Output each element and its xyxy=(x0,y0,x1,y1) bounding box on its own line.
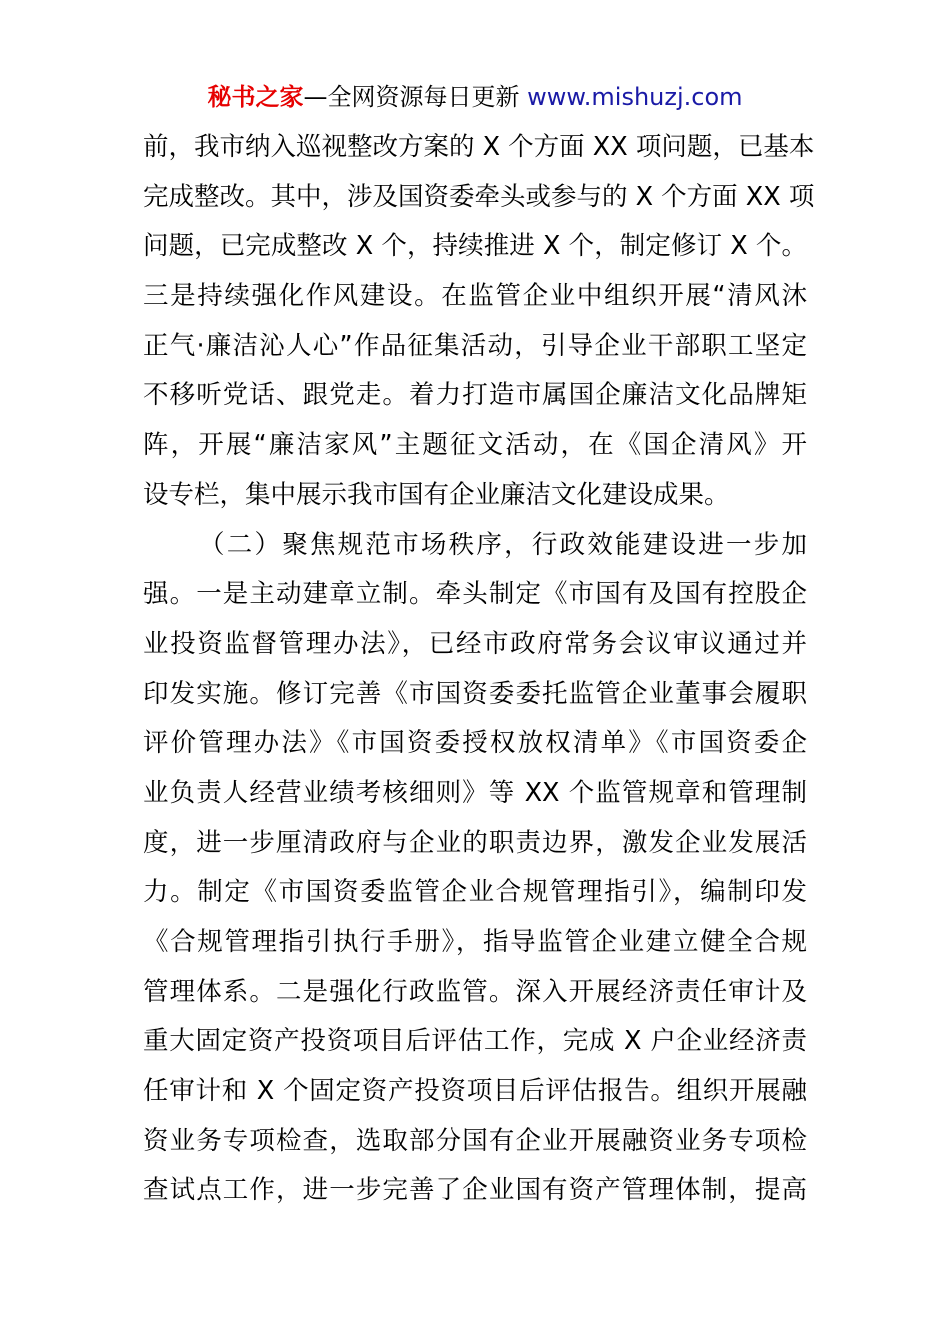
text-line: 正气·廉洁沁人心”作品征集活动，引导企业干部职工坚定 xyxy=(143,330,807,361)
section-heading-line: （二）聚焦规范市场秩序，行政效能建设进一步加 xyxy=(199,529,807,560)
text-line: 重大固定资产投资项目后评估工作，完成 X 户企业经济责 xyxy=(143,1026,807,1057)
text-line: 不移听党话、跟党走。着力打造市属国企廉洁文化品牌矩 xyxy=(143,380,807,411)
text-line: 前，我市纳入巡视整改方案的 X 个方面 XX 项问题，已基本 xyxy=(143,132,815,162)
text-line: 三是持续强化作风建设。在监管企业中组织开展“清风沐 xyxy=(143,281,807,312)
site-header xyxy=(0,80,950,114)
text-line: 查试点工作，进一步完善了企业国有资产管理体制，提高 xyxy=(143,1175,807,1206)
text-line: 力。制定《市国资委监管企业合规管理指引》，编制印发 xyxy=(143,877,807,908)
text-line: 强。一是主动建章立制。牵头制定《市国有及国有控股企 xyxy=(143,579,807,610)
text-line: 印发实施。修订完善《市国资委委托监管企业董事会履职 xyxy=(143,678,807,709)
site-brand: 秘书之家 xyxy=(207,83,304,111)
text-line: 度，进一步厘清政府与企业的职责边界，激发企业发展活 xyxy=(143,827,807,858)
text-line: 业投资监督管理办法》，已经市政府常务会议审议通过并 xyxy=(143,628,807,659)
text-line: 《合规管理指引执行手册》，指导监管企业建立健全合规 xyxy=(143,927,807,957)
site-url-link[interactable]: www.mishuzj.com xyxy=(527,83,743,111)
text-line: 完成整改。其中，涉及国资委牵头或参与的 X 个方面 XX 项 xyxy=(143,181,815,212)
text-line: 阵，开展“廉洁家风”主题征文活动，在《国企清风》开 xyxy=(143,430,807,461)
text-line: 任审计和 X 个固定资产投资项目后评估报告。组织开展融 xyxy=(143,1076,807,1107)
text-line: 问题，已完成整改 X 个，持续推进 X 个，制定修订 X 个。 xyxy=(143,231,807,262)
text-line: 评价管理办法》《市国资委授权放权清单》《市国资委企 xyxy=(143,728,807,759)
text-line: 管理体系。二是强化行政监管。深入开展经济责任审计及 xyxy=(143,976,807,1007)
document-body xyxy=(143,123,815,1216)
text-line: 资业务专项检查，选取部分国有企业开展融资业务专项检 xyxy=(143,1125,807,1156)
site-tagline: —全网资源每日更新 xyxy=(303,83,528,111)
text-line: 业负责人经营业绩考核细则》等 XX 个监管规章和管理制 xyxy=(143,777,807,808)
paragraph-last-line: 设专栏，集中展示我市国有企业廉洁文化建设成果。 xyxy=(143,479,730,510)
